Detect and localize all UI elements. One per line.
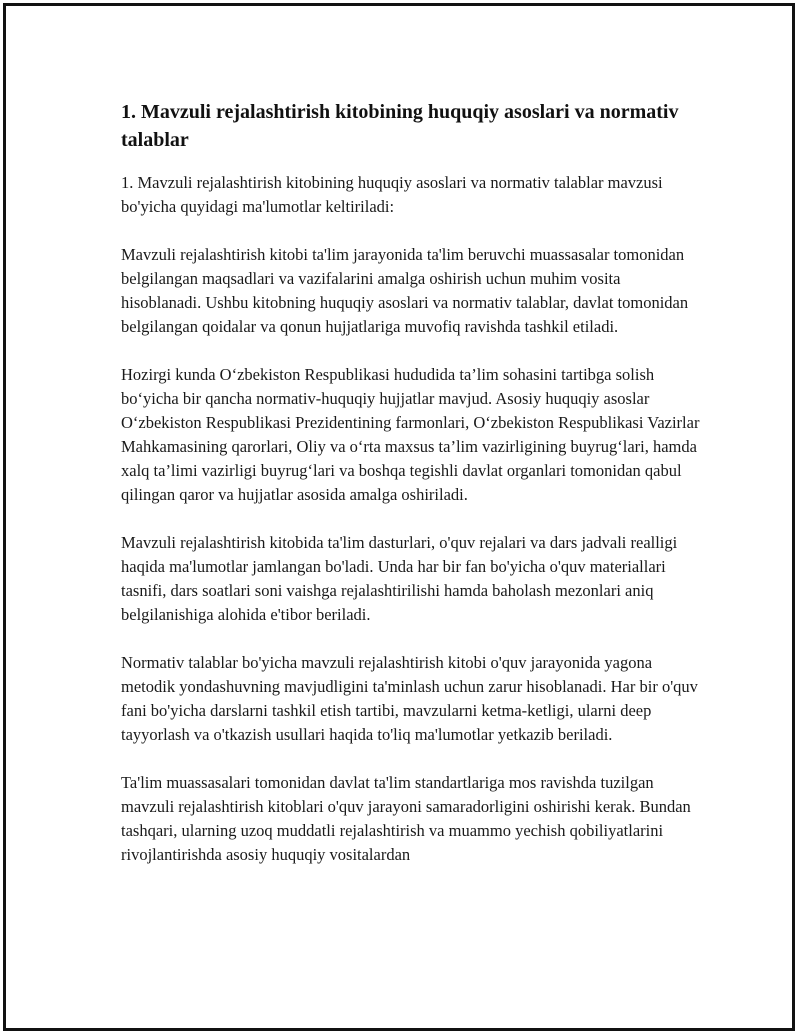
paragraph-intro: 1. Mavzuli rejalashtirish kitobining huquqiy asoslari va normativ talablar mavzusi bo'yicha quyidagi ma'lumotlar keltiriladi: xyxy=(121,173,663,216)
paragraph-purpose: Mavzuli rejalashtirish kitobi ta'lim jarayonida ta'lim beruvchi muassasalar tomonidan belgilangan maqsadlari va vazifalarini amalga oshirish uchun muhim vosita hisoblanadi. Ushbu kitobning huquqiy asoslari va normativ talablar, davlat tomonidan belgilangan qoidalar va qonun hujjatlariga muvofiq ravishda tashkil etiladi. xyxy=(121,245,689,336)
paragraph-standards: Ta'lim muassasalari tomonidan davlat ta'lim standartlariga mos ravishda tuzilgan mavzuli rejalashtirish kitoblari o'quv jarayoni samaradorligini oshirishi kerak. Bundan tashqari, ularning uzoq muddatli rejalashtirish va muammo yechish qobiliyatlarini rivojlantirishda asosiy huquqiy vositalardan xyxy=(121,773,691,864)
page-frame xyxy=(3,3,795,1031)
paragraph-normative: Normativ talablar bo'yicha mavzuli rejalashtirish kitobi o'quv jarayonida yagona metodik yondashuvning mavjudligini ta'minlash uchun zarur hisoblanadi. Har bir o'quv fani bo'yicha darslarni tashkil etish tartibi, mavzularni ketma-ketligi, ularni deep tayyorlash va o'tkazish usullari haqida to'liq ma'lumotlar yetkazib beriladi. xyxy=(121,653,698,744)
paragraph-legal-basis: Hozirgi kunda O‘zbekiston Respublikasi hududida ta’lim sohasini tartibga solish bo‘yicha bir qancha normativ-huquqiy hujjatlar mavjud. Asosiy huquqiy asoslar O‘zbekiston Respublikasi Prezidentining farmonlari, O‘zbekiston Respublikasi Vazirlar Mahkamasining qarorlari, Oliy va o‘rta maxsus ta’lim vazirligining buyrug‘lari, hamda xalq ta’limi vazirligi buyrug‘lari va boshqa tegishli davlat organlari tomonidan qabul qilingan qaror va hujjatlar asosida amalga oshiriladi. xyxy=(121,365,700,504)
document-heading: 1. Mavzuli rejalashtirish kitobining huquqiy asoslari va normativ talablar xyxy=(121,101,679,151)
paragraph-content: Mavzuli rejalashtirish kitobida ta'lim dasturlari, o'quv rejalari va dars jadvali realligi haqida ma'lumotlar jamlangan bo'ladi. Unda har bir fan bo'yicha o'quv materiallari tasnifi, dars soatlari soni vaishga rejalashtirilishi hamda baholash mezonlari aniq belgilanishiga alohida e'tibor beriladi. xyxy=(121,533,678,624)
document-body xyxy=(121,98,701,891)
